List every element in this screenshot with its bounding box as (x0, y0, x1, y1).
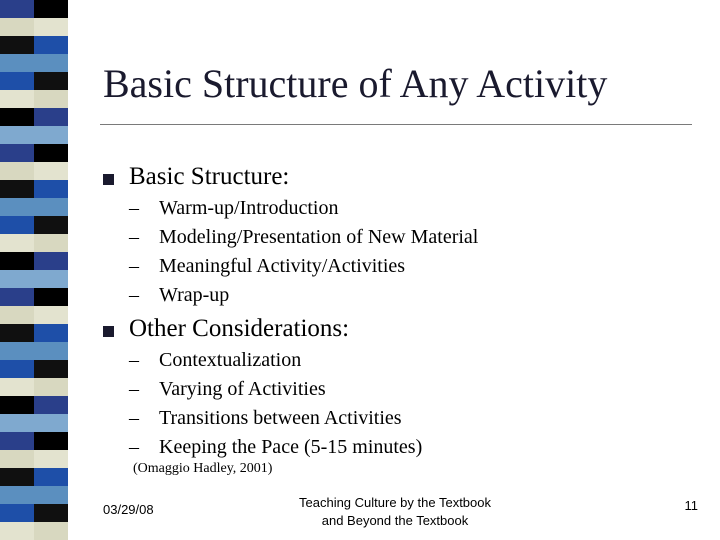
stripe-cell (34, 0, 68, 18)
stripe-cell (0, 324, 34, 342)
dash-icon: – (129, 226, 139, 248)
stripe-cell (34, 108, 68, 126)
stripe-cell (34, 396, 68, 414)
stripe-cell (34, 468, 68, 486)
stripe-cell (0, 378, 34, 396)
stripe-cell (34, 54, 68, 72)
stripe-cell (34, 342, 68, 360)
stripe-cell (0, 90, 34, 108)
bullet-basic-structure: Basic Structure: (129, 163, 290, 190)
stripe-cell (0, 360, 34, 378)
dash-icon: – (129, 284, 139, 306)
stripe-cell (0, 252, 34, 270)
stripe-cell (0, 162, 34, 180)
stripe-cell (0, 18, 34, 36)
stripe-cell (0, 144, 34, 162)
stripe-cell (34, 72, 68, 90)
stripe-cell (0, 54, 34, 72)
stripe-cell (34, 432, 68, 450)
stripe-cell (34, 216, 68, 234)
footer-title-line-1: Teaching Culture by the Textbook (299, 495, 491, 510)
stripe-cell (34, 360, 68, 378)
stripe-cell (34, 450, 68, 468)
stripe-cell (34, 414, 68, 432)
square-bullet-icon (103, 174, 114, 185)
stripe-cell (0, 468, 34, 486)
stripe-cell (0, 342, 34, 360)
subitem: – Wrap-up (129, 281, 229, 310)
stripe-cell (34, 18, 68, 36)
stripe-cell (34, 270, 68, 288)
stripe-cell (34, 288, 68, 306)
stripe-cell (0, 270, 34, 288)
stripe-cell (34, 252, 68, 270)
stripe-cell (0, 504, 34, 522)
stripe-cell (0, 216, 34, 234)
stripe-cell (0, 72, 34, 90)
stripe-cell (0, 450, 34, 468)
stripe-cell (34, 126, 68, 144)
footer-title (270, 494, 520, 530)
stripe-cell (0, 234, 34, 252)
decorative-stripe (0, 0, 68, 540)
footer-title-line-2: and Beyond the Textbook (321, 513, 469, 528)
subitem: – Modeling/Presentation of New Material (129, 223, 478, 252)
subitem: – Meaningful Activity/Activities (129, 252, 405, 281)
page-number: 11 (684, 498, 698, 513)
square-bullet-icon (103, 326, 114, 337)
stripe-cell (0, 306, 34, 324)
citation: (Omaggio Hadley, 2001) (133, 461, 273, 476)
stripe-cell (34, 90, 68, 108)
dash-icon: – (129, 255, 139, 277)
stripe-cell (0, 108, 34, 126)
dash-icon: – (129, 407, 139, 429)
slide-title: Basic Structure of Any Activity (103, 61, 608, 106)
stripe-cell (34, 504, 68, 522)
stripe-cell (0, 198, 34, 216)
subitem: – Varying of Activities (129, 375, 326, 404)
stripe-cell (34, 198, 68, 216)
subitem: – Warm-up/Introduction (129, 194, 338, 223)
title-divider (100, 124, 692, 125)
stripe-cell (34, 36, 68, 54)
stripe-cell (0, 288, 34, 306)
dash-icon: – (129, 197, 139, 219)
dash-icon: – (129, 349, 139, 371)
stripe-cell (0, 486, 34, 504)
stripe-cell (0, 432, 34, 450)
stripe-cell (34, 378, 68, 396)
stripe-cell (34, 306, 68, 324)
subitem: – Transitions between Activities (129, 404, 402, 433)
bullet-other-considerations: Other Considerations: (129, 315, 350, 342)
stripe-cell (0, 0, 34, 18)
stripe-cell (34, 180, 68, 198)
stripe-cell (34, 162, 68, 180)
stripe-cell (0, 522, 34, 540)
stripe-cell (34, 486, 68, 504)
subitem: – Contextualization (129, 346, 301, 375)
dash-icon: – (129, 436, 139, 458)
subitem: – Keeping the Pace (5-15 minutes) (129, 433, 422, 462)
stripe-cell (34, 144, 68, 162)
dash-icon: – (129, 378, 139, 400)
stripe-cell (0, 414, 34, 432)
stripe-cell (34, 522, 68, 540)
stripe-cell (0, 180, 34, 198)
stripe-cell (0, 396, 34, 414)
footer-date: 03/29/08 (103, 502, 154, 517)
stripe-cell (34, 324, 68, 342)
stripe-cell (0, 36, 34, 54)
stripe-cell (34, 234, 68, 252)
stripe-cell (0, 126, 34, 144)
